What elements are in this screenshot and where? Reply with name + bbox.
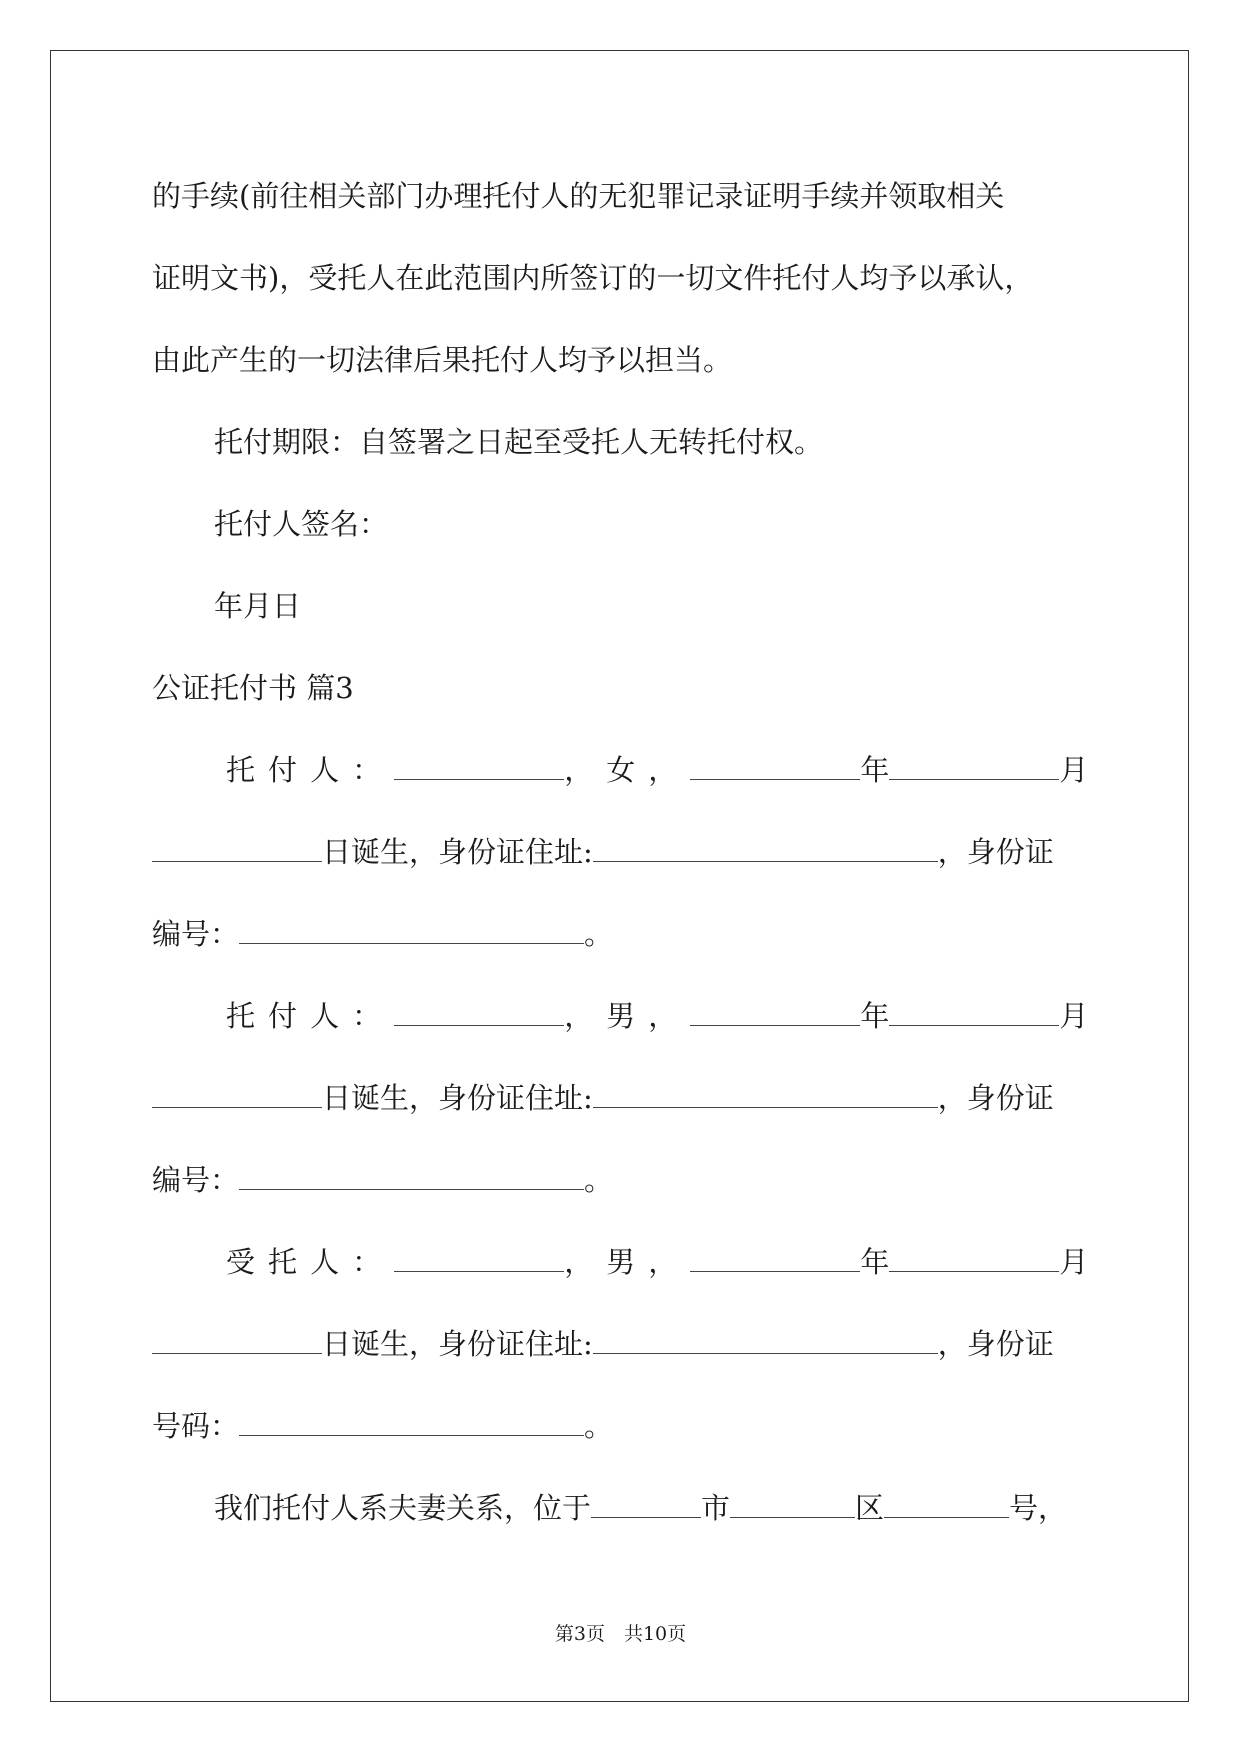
number-label: 号， bbox=[1009, 1491, 1068, 1525]
party1-line3 bbox=[152, 914, 613, 954]
party1-label: 托付人： bbox=[226, 753, 395, 787]
party2-line3 bbox=[152, 1160, 613, 1200]
id-number-label: 编号： bbox=[152, 917, 240, 951]
party3-line3 bbox=[152, 1406, 613, 1446]
party2-label: 托付人： bbox=[226, 999, 395, 1033]
month-label: 月 bbox=[1059, 753, 1089, 787]
birth-month-blank[interactable] bbox=[889, 1001, 1059, 1026]
district-label: 区 bbox=[855, 1491, 885, 1525]
year-label: 年 bbox=[860, 753, 890, 787]
address-label: 日诞生，身份证住址: bbox=[322, 1327, 593, 1361]
year-label: 年 bbox=[860, 1245, 890, 1279]
address-label: 日诞生，身份证住址: bbox=[322, 835, 593, 869]
idcard-label: ，身份证 bbox=[937, 1081, 1054, 1115]
entrust-period: 托付期限：自签署之日起至受托人无转托付权。 bbox=[214, 425, 824, 459]
birth-day-blank[interactable] bbox=[152, 1329, 322, 1354]
period-mark: 。 bbox=[584, 1163, 614, 1197]
number-blank[interactable] bbox=[884, 1493, 1009, 1518]
city-blank[interactable] bbox=[591, 1493, 701, 1518]
name-blank[interactable] bbox=[394, 1001, 564, 1026]
address-blank[interactable] bbox=[593, 1083, 938, 1108]
address-blank[interactable] bbox=[593, 1329, 938, 1354]
party2-gender: ，男， bbox=[564, 999, 691, 1033]
party3-label: 受托人： bbox=[226, 1245, 395, 1279]
party1-line1 bbox=[226, 750, 1088, 790]
idcard-label: ，身份证 bbox=[937, 835, 1054, 869]
party2-line1 bbox=[226, 996, 1088, 1036]
party3-line1 bbox=[226, 1242, 1088, 1282]
birth-year-blank[interactable] bbox=[690, 755, 860, 780]
paragraph-line: 的手续(前往相关部门办理托付人的无犯罪记录证明手续并领取相关 bbox=[152, 179, 1005, 213]
month-label: 月 bbox=[1059, 999, 1089, 1033]
party1-gender: ，女， bbox=[564, 753, 691, 787]
section-title: 公证托付书 篇3 bbox=[152, 671, 354, 705]
id-number-blank[interactable] bbox=[239, 1165, 584, 1190]
period-mark: 。 bbox=[584, 1409, 614, 1443]
address-blank[interactable] bbox=[593, 837, 938, 862]
paragraph-line: 证明文书)，受托人在此范围内所签订的一切文件托付人均予以承认， bbox=[152, 261, 1034, 295]
month-label: 月 bbox=[1059, 1245, 1089, 1279]
district-blank[interactable] bbox=[730, 1493, 855, 1518]
name-blank[interactable] bbox=[394, 1247, 564, 1272]
birth-year-blank[interactable] bbox=[690, 1001, 860, 1026]
id-number-blank[interactable] bbox=[239, 1411, 584, 1436]
birth-day-blank[interactable] bbox=[152, 837, 322, 862]
year-label: 年 bbox=[860, 999, 890, 1033]
idcard-label: ，身份证 bbox=[937, 1327, 1054, 1361]
birth-day-blank[interactable] bbox=[152, 1083, 322, 1108]
birth-month-blank[interactable] bbox=[889, 1247, 1059, 1272]
birth-month-blank[interactable] bbox=[889, 755, 1059, 780]
page-number: 第3页 共10页 bbox=[554, 1623, 687, 1645]
id-number-label: 编号： bbox=[152, 1163, 240, 1197]
birth-year-blank[interactable] bbox=[690, 1247, 860, 1272]
party3-gender: ，男， bbox=[564, 1245, 691, 1279]
paragraph-line: 由此产生的一切法律后果托付人均予以担当。 bbox=[152, 343, 733, 377]
id-number-blank[interactable] bbox=[239, 919, 584, 944]
name-blank[interactable] bbox=[394, 755, 564, 780]
party3-line2 bbox=[152, 1324, 1054, 1364]
address-label: 日诞生，身份证住址: bbox=[322, 1081, 593, 1115]
relation-line bbox=[214, 1488, 1067, 1528]
id-number-label: 号码： bbox=[152, 1409, 240, 1443]
entruster-signature: 托付人签名： bbox=[214, 507, 389, 541]
relation-text: 我们托付人系夫妻关系，位于 bbox=[214, 1491, 592, 1525]
city-label: 市 bbox=[701, 1491, 731, 1525]
party1-line2 bbox=[152, 832, 1054, 872]
signature-date: 年月日 bbox=[214, 589, 302, 623]
party2-line2 bbox=[152, 1078, 1054, 1118]
period-mark: 。 bbox=[584, 917, 614, 951]
